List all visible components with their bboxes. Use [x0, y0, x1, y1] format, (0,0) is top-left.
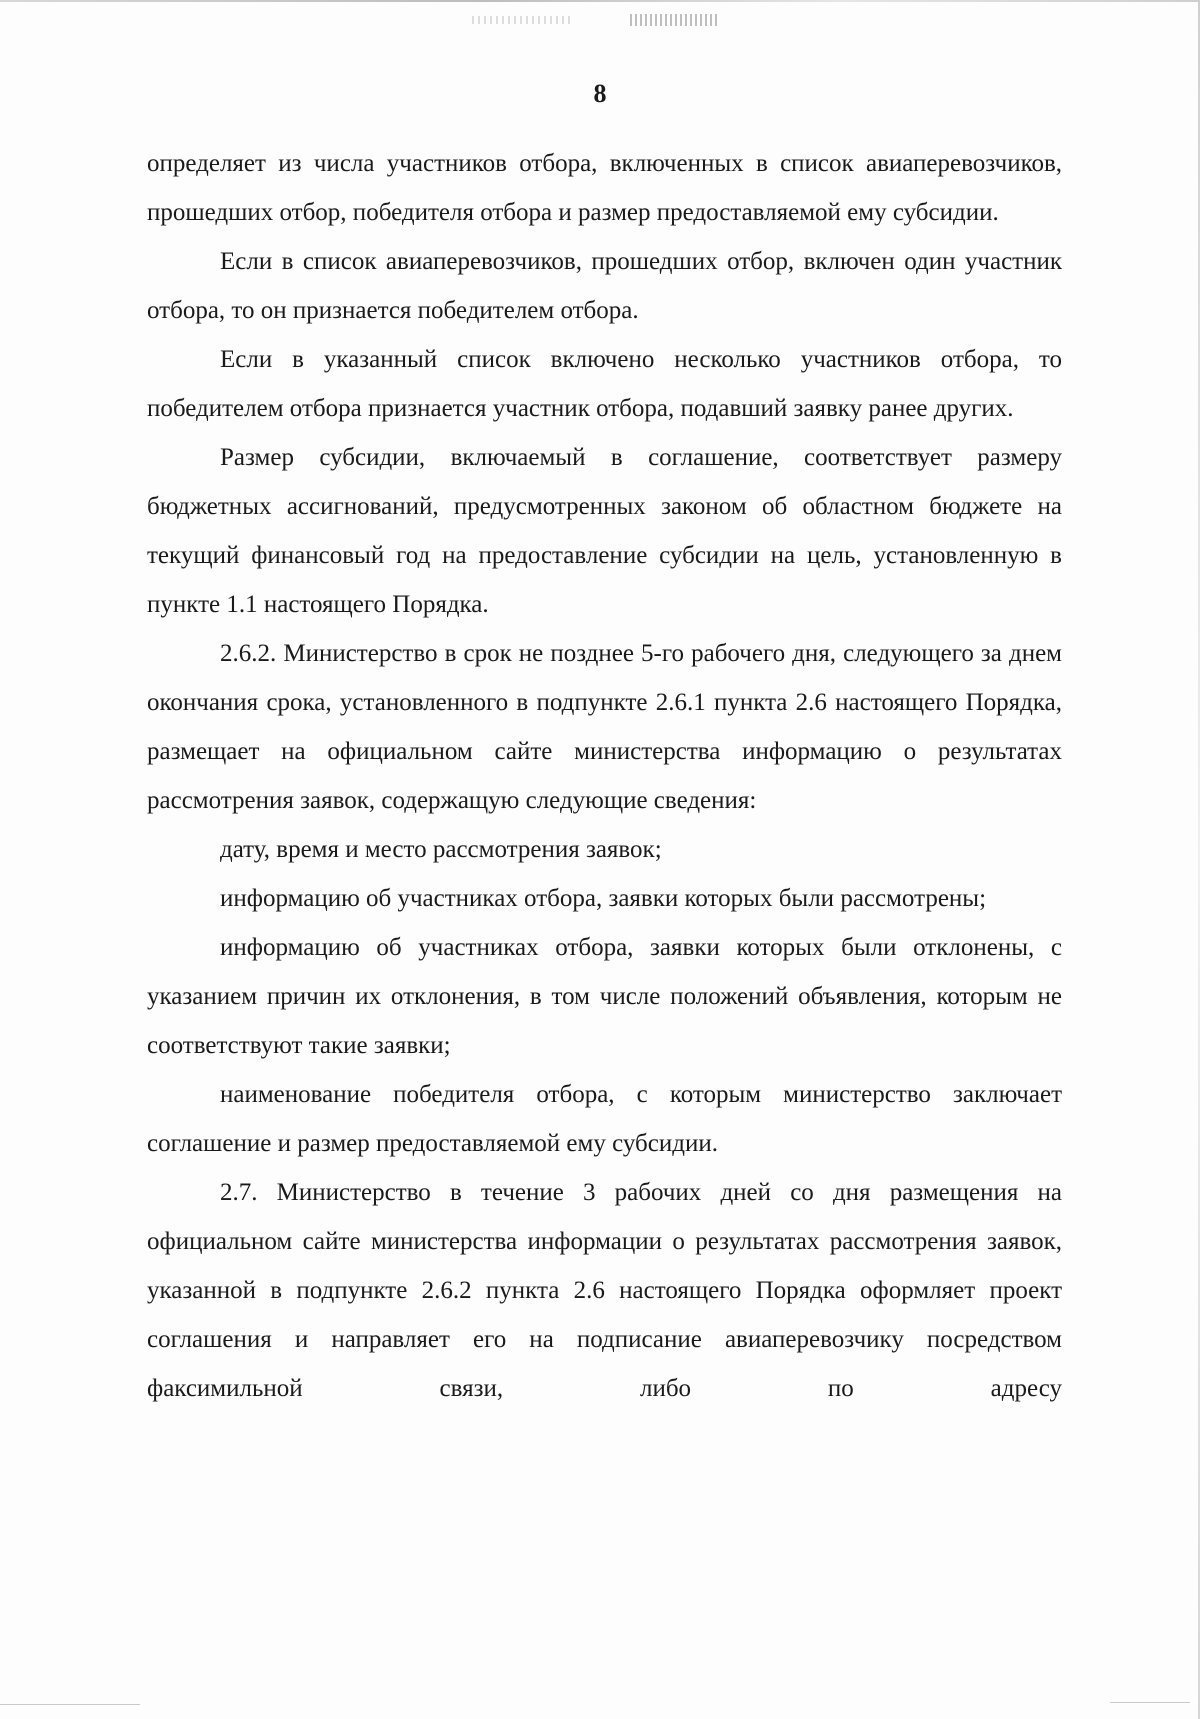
- scan-artifact: [630, 14, 720, 26]
- list-item-date-time-place: дату, время и место рассмотрения заявок;: [220, 836, 662, 863]
- paragraph-continuation: определяет из числа участников отбора, включенных в список авиаперевозчиков, прошедших отбор, победителя отбора и размер предоставляемой ему субсидии.: [147, 150, 1062, 226]
- scan-artifact: [0, 1704, 140, 1705]
- scan-edge-top: [0, 0, 1200, 2]
- list-item-winner-name: наименование победителя отбора, с которым министерство заключает соглашение и размер предоставляемой ему субсидии.: [147, 1081, 1062, 1157]
- paragraph-several-participants: Если в указанный список включено несколько участников отбора, то победителем отбора признается участник отбора, подавший заявку ранее других.: [147, 346, 1062, 422]
- page-number: 8: [593, 79, 607, 108]
- paragraph-2-6-2: 2.6.2. Министерство в срок не позднее 5-го рабочего дня, следующего за днем окончания срока, установленного в подпункте 2.6.1 пункта 2.6 настоящего Порядка, размещает на официальном сайте министерства информацию о результатах рассмотрения заявок, содержащую следующие сведения:: [147, 640, 1062, 814]
- document-body: [147, 139, 1062, 1413]
- paragraph-single-participant: Если в список авиаперевозчиков, прошедших отбор, включен один участник отбора, то он признается победителем отбора.: [147, 248, 1062, 324]
- paragraph-2-7: 2.7. Министерство в течение 3 рабочих дней со дня размещения на официальном сайте министерства информации о результатах рассмотрения заявок, указанной в подпункте 2.6.2 пункта 2.6 настоящего Порядка оформляет проект соглашения и направляет его на подписание авиаперевозчику посредством факсимильной связи, либо по адресу: [147, 1179, 1062, 1402]
- paragraph-subsidy-size: Размер субсидии, включаемый в соглашение, соответствует размеру бюджетных ассигнований, предусмотренных законом об областном бюджете на текущий финансовый год на предоставление субсидии на цель, установленную в пункте 1.1 настоящего Порядка.: [147, 444, 1062, 618]
- list-item-rejected-participants: информацию об участниках отбора, заявки которых были отклонены, с указанием причин их отклонения, в том числе положений объявления, которым не соответствуют такие заявки;: [147, 934, 1062, 1059]
- scan-artifact: [1110, 1702, 1190, 1703]
- list-item-reviewed-participants: информацию об участниках отбора, заявки которых были рассмотрены;: [220, 885, 987, 912]
- scan-artifact: [472, 16, 572, 24]
